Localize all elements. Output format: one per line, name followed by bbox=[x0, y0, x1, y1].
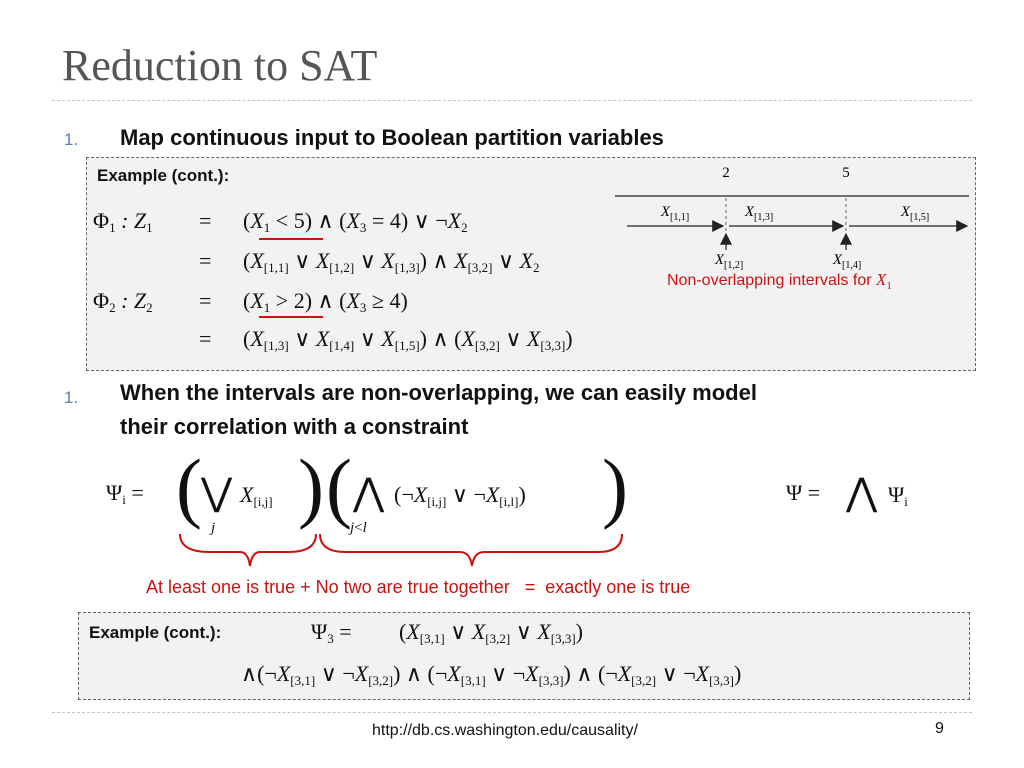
equals-sign: = bbox=[199, 208, 212, 233]
example-label: Example (cont.): bbox=[89, 623, 222, 642]
or-index: j bbox=[211, 520, 216, 536]
caption-var: $X_1$ bbox=[876, 270, 892, 292]
psi3-line2: $\wedge(\neg X_{[3,1]}$ ∨ $\neg X_{[3,2]}$) ∧ ($\neg X_{[3,1]}$ ∨ $\neg X_{[3,3]}$) ∧ ($\neg X_{[3,2]}$ ∨ $\neg X_{[3,3]}$) bbox=[241, 661, 742, 688]
big-and-symbol: ⋀ bbox=[353, 472, 385, 514]
equation-phi2-lhs: $\Phi_2$ : $Z_2$ bbox=[93, 288, 153, 315]
tick-label-5: 5 bbox=[842, 165, 850, 181]
example-box bbox=[86, 157, 976, 371]
underline-mark bbox=[259, 238, 323, 240]
and-index: j<l bbox=[350, 520, 367, 536]
equation-phi2-rhs: $(X_1 > 2)$ ∧ $(X_3 \ge 4)$ bbox=[243, 288, 408, 315]
constraint-annotation: At least one is true + No two are true together = exactly one is true bbox=[146, 577, 691, 597]
big-or-symbol: ⋁ bbox=[201, 472, 233, 514]
footer-divider bbox=[52, 712, 972, 713]
tick-label-2: 2 bbox=[722, 165, 730, 181]
footer-url[interactable]: http://db.cs.washington.edu/causality/ bbox=[372, 722, 638, 739]
underline-mark bbox=[259, 316, 323, 318]
number-line-caption bbox=[667, 270, 892, 292]
brace-annotation bbox=[170, 530, 630, 570]
equation-phi1-rhs: $(X_1 < 5)$ ∧ $(X_3 = 4)$ ∨ $\neg X_2$ bbox=[243, 208, 468, 235]
page-title: Reduction to SAT bbox=[62, 41, 378, 90]
page-number: 9 bbox=[935, 720, 944, 737]
equation-phi1-lhs: $\Phi_1$ : $Z_1$ bbox=[93, 208, 153, 235]
psi-i-lhs: $\Psi_i$ = bbox=[106, 480, 144, 507]
psi3-line1: ($X_{[3,1]}$ ∨ $X_{[3,2]}$ ∨ $X_{[3,3]}$) bbox=[399, 619, 583, 646]
psi3-lhs: $\Psi_3$ = bbox=[311, 619, 352, 646]
bullet-number: 1. bbox=[64, 388, 79, 407]
example-label: Example (cont.): bbox=[97, 166, 230, 185]
caption-text: Non-overlapping intervals for bbox=[667, 272, 872, 289]
interval-label-x12: $X_{[1,2]}$ bbox=[714, 252, 744, 271]
big-and-symbol: ⋀ bbox=[846, 472, 878, 514]
open-paren: ( bbox=[176, 443, 202, 530]
bullet-text-line2: their correlation with a constraint bbox=[120, 414, 469, 439]
equation-phi1-expanded: ($X_{[1,1]}$ ∨ $X_{[1,2]}$ ∨ $X_{[1,3]}$) ∧ $X_{[3,2]}$ ∨ $X_2$ bbox=[243, 248, 540, 275]
equation-phi2-expanded: ($X_{[1,3]}$ ∨ $X_{[1,4]}$ ∨ $X_{[1,5]}$) ∧ ($X_{[3,2]}$ ∨ $X_{[3,3]}$) bbox=[243, 326, 573, 353]
interval-label-x11: $X_{[1,1]}$ bbox=[660, 204, 690, 223]
close-paren: ) bbox=[298, 443, 324, 530]
bullet-text: Map continuous input to Boolean partition variables bbox=[120, 125, 664, 150]
equals-sign: = bbox=[199, 248, 212, 273]
bullet-number: 1. bbox=[64, 130, 79, 149]
psi-rhs: $\Psi_i$ bbox=[888, 482, 908, 509]
open-paren: ( bbox=[326, 443, 352, 530]
equals-sign: = bbox=[199, 288, 212, 313]
interval-label-x14: $X_{[1,4]}$ bbox=[832, 252, 862, 271]
close-paren: ) bbox=[602, 443, 628, 530]
psi-i-disjunction: $X_{[i,j]}$ bbox=[240, 482, 273, 509]
bullet-text-line1: When the intervals are non-overlapping, we can easily model bbox=[120, 380, 757, 405]
psi-lhs: Ψ = bbox=[786, 480, 821, 505]
equals-sign: = bbox=[199, 326, 212, 351]
example-box bbox=[78, 612, 970, 700]
interval-label-x13: $X_{[1,3]}$ bbox=[744, 204, 774, 223]
title-divider bbox=[52, 100, 972, 101]
psi-i-pairwise: ($\neg X_{[i,j]}$ ∨ $\neg X_{[i,l]}$) bbox=[394, 482, 526, 509]
interval-label-x15: $X_{[1,5]}$ bbox=[900, 204, 930, 223]
